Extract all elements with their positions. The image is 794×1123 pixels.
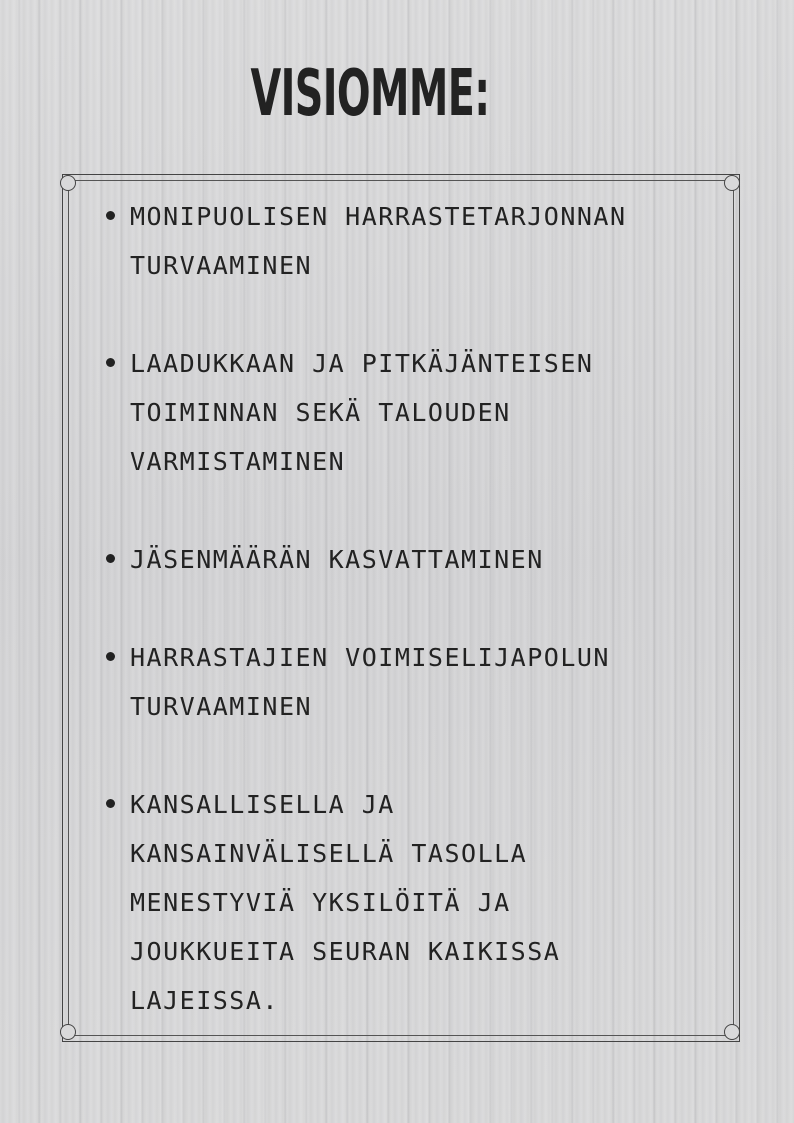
corner-ornament-top-left [60, 175, 76, 191]
item-line: TURVAAMINEN [130, 251, 313, 280]
item-line: LAJEISSA. [130, 986, 279, 1015]
vision-list [100, 192, 730, 1025]
item-line: MONIPUOLISEN HARRASTETARJONNAN [130, 202, 627, 231]
item-line: KANSALLISELLA JA [130, 790, 395, 819]
list-item [100, 192, 730, 290]
item-line: HARRASTAJIEN VOIMISELIJAPOLUN [130, 643, 610, 672]
bullet-icon [106, 554, 115, 563]
list-item [100, 780, 730, 1025]
corner-ornament-top-right [724, 175, 740, 191]
item-line: VARMISTAMINEN [130, 447, 346, 476]
item-line: TOIMINNAN SEKÄ TALOUDEN [130, 398, 511, 427]
corner-ornament-bottom-left [60, 1024, 76, 1040]
item-line: KANSAINVÄLISELLÄ TASOLLA [130, 839, 528, 868]
bullet-icon [106, 358, 115, 367]
page-title: VISIOMME: [250, 57, 490, 131]
bullet-icon [106, 211, 115, 220]
item-line: JOUKKUEITA SEURAN KAIKISSA [130, 937, 561, 966]
item-line: TURVAAMINEN [130, 692, 313, 721]
list-item [100, 633, 730, 731]
list-item [100, 535, 730, 584]
bullet-icon [106, 652, 115, 661]
item-line: JÄSENMÄÄRÄN KASVATTAMINEN [130, 545, 544, 574]
item-line: LAADUKKAAN JA PITKÄJÄNTEISEN [130, 349, 594, 378]
list-item [100, 339, 730, 486]
bullet-icon [106, 799, 115, 808]
corner-ornament-bottom-right [724, 1024, 740, 1040]
item-line: MENESTYVIÄ YKSILÖITÄ JA [130, 888, 511, 917]
